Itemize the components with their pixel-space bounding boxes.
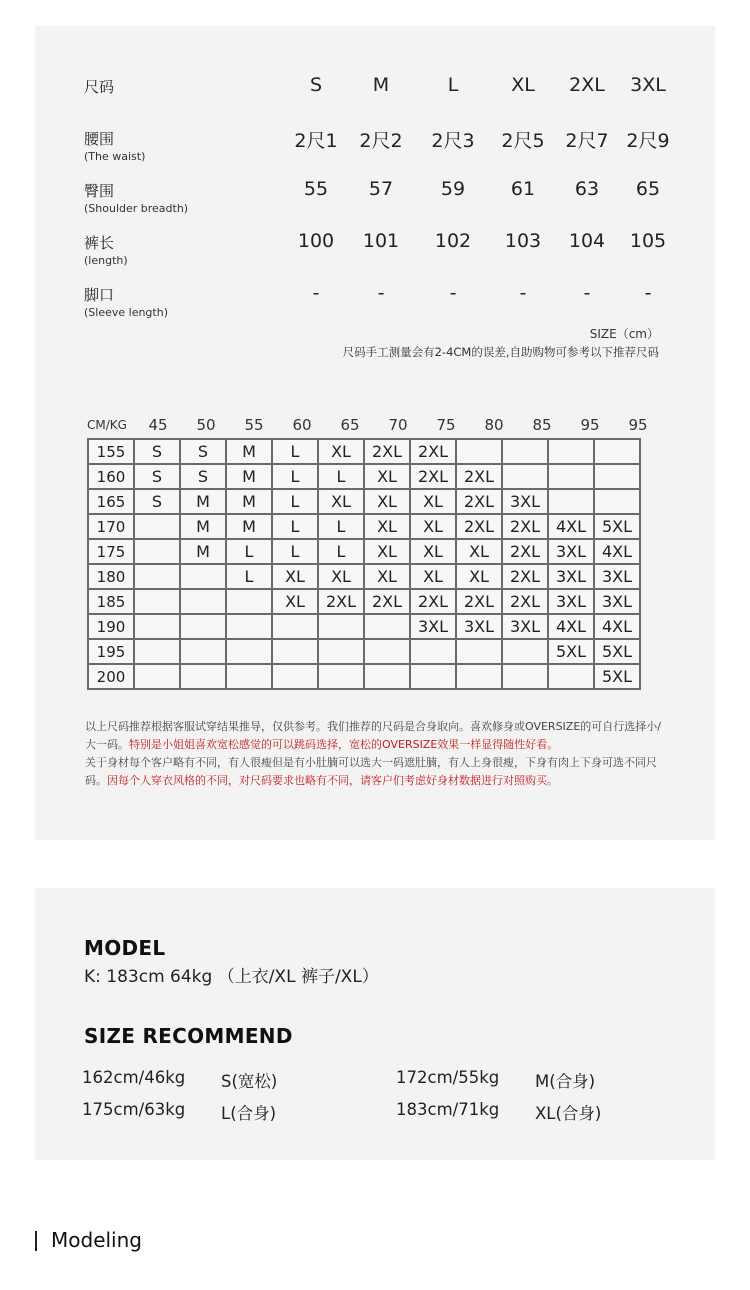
size-col-header: XL [511, 74, 535, 96]
recommend-spec: 175cm/63kg [82, 1100, 186, 1119]
grid-cell: 2XL [456, 589, 502, 614]
grid-row [88, 464, 640, 489]
grid-row [88, 489, 640, 514]
grid-cell: 5XL [594, 514, 640, 539]
spec-label: 裤长 [84, 234, 115, 252]
grid-cell [548, 464, 594, 489]
spec-value: 63 [574, 178, 600, 200]
spec-value: 61 [510, 178, 536, 200]
grid-cell: XL [318, 564, 364, 589]
grid-cell: S [134, 439, 180, 464]
grid-cell: M [180, 489, 226, 514]
grid-cell: L [226, 564, 272, 589]
size-unit-label: SIZE（cm） [589, 327, 659, 341]
grid-weight-label: 95 [580, 416, 600, 434]
grid-height-label: 190 [88, 614, 134, 639]
grid-cell: 3XL [548, 539, 594, 564]
grid-cell [364, 639, 410, 664]
grid-cell: L [272, 539, 318, 564]
size-notes [85, 718, 670, 790]
grid-cell: M [226, 464, 272, 489]
grid-cell: M [180, 514, 226, 539]
grid-cell: XL [318, 489, 364, 514]
grid-cell [548, 439, 594, 464]
spec-row-length [35, 232, 715, 272]
section-title: Modeling [51, 1228, 142, 1252]
grid-cell [502, 639, 548, 664]
grid-cell: L [318, 464, 364, 489]
spec-label: 脚口 [84, 286, 115, 304]
size-col-header: L [447, 74, 459, 96]
grid-cell: XL [318, 439, 364, 464]
grid-cell: 2XL [456, 464, 502, 489]
grid-cell [134, 639, 180, 664]
grid-cell: M [226, 439, 272, 464]
grid-cell: XL [456, 564, 502, 589]
grid-weight-label: 55 [244, 416, 264, 434]
grid-cell [180, 589, 226, 614]
grid-cell [180, 639, 226, 664]
grid-cell: XL [364, 489, 410, 514]
grid-cell: XL [272, 589, 318, 614]
size-col-header: 2XL [569, 74, 605, 96]
grid-cell: XL [272, 564, 318, 589]
grid-cell [364, 614, 410, 639]
grid-cell [272, 614, 318, 639]
spec-sublabel: (Shoulder breadth) [84, 202, 189, 215]
grid-cell: XL [456, 539, 502, 564]
grid-cell [410, 664, 456, 689]
grid-cell: 2XL [364, 439, 410, 464]
recommend-spec: 162cm/46kg [82, 1068, 186, 1087]
grid-cell: S [180, 464, 226, 489]
spec-value: - [583, 282, 591, 304]
grid-weight-label: 80 [484, 416, 504, 434]
grid-weight-label: 50 [196, 416, 216, 434]
grid-cell: XL [410, 514, 456, 539]
spec-value: 102 [434, 230, 472, 252]
grid-weight-label: 60 [292, 416, 312, 434]
note-highlight: 因每个人穿衣风格的不同，对尺码要求也略有不同，请客户们考虑好身材数据进行对照购买。 [107, 774, 558, 787]
spec-value: - [644, 282, 652, 304]
grid-height-label: 155 [88, 439, 134, 464]
grid-cell [502, 664, 548, 689]
grid-row [88, 664, 640, 689]
grid-cell: 3XL [594, 589, 640, 614]
spec-value: 100 [297, 230, 335, 252]
recommend-size: M(合身) [535, 1072, 596, 1091]
spec-value: 59 [440, 178, 466, 200]
spec-sublabel: (The waist) [84, 150, 146, 163]
recommend-size: S(宽松) [221, 1072, 278, 1091]
grid-row [88, 639, 640, 664]
recommend-size: XL(合身) [535, 1104, 602, 1123]
spec-value: 57 [368, 178, 394, 200]
grid-cell [548, 489, 594, 514]
grid-height-label: 170 [88, 514, 134, 539]
spec-value: 2尺2 [359, 130, 403, 152]
grid-row [88, 614, 640, 639]
model-title: MODEL [84, 936, 166, 960]
spec-value: - [377, 282, 385, 304]
spec-value: 2尺5 [501, 130, 545, 152]
grid-cell [594, 464, 640, 489]
grid-cell: L [318, 514, 364, 539]
spec-row-hem [35, 284, 715, 324]
note-highlight: 特别是小姐姐喜欢宽松感觉的可以跳码选择，宽松的OVERSIZE效果一样显得随性好看。 [129, 738, 559, 751]
grid-cell: 4XL [548, 514, 594, 539]
grid-cell [180, 564, 226, 589]
section-divider-bar [35, 1231, 37, 1251]
grid-weight-header [87, 414, 667, 436]
grid-cell: 2XL [502, 539, 548, 564]
grid-cell: 2XL [364, 589, 410, 614]
grid-cell [502, 439, 548, 464]
grid-cell: 4XL [548, 614, 594, 639]
size-chart-panel [35, 26, 715, 840]
spec-value: 2尺1 [294, 130, 338, 152]
spec-label: 臀围 [84, 182, 115, 200]
grid-cell: 2XL [502, 589, 548, 614]
grid-cell: 5XL [594, 639, 640, 664]
size-header-label: 尺码 [84, 78, 115, 96]
recommend-spec: 183cm/71kg [396, 1100, 500, 1119]
grid-row [88, 564, 640, 589]
grid-row [88, 439, 640, 464]
spec-value: 2尺9 [626, 130, 670, 152]
grid-cell: 2XL [318, 589, 364, 614]
grid-cell [226, 589, 272, 614]
grid-cell: 3XL [548, 589, 594, 614]
grid-cell: 3XL [502, 489, 548, 514]
grid-cell: 2XL [502, 564, 548, 589]
grid-weight-label: 70 [388, 416, 408, 434]
model-panel [35, 888, 715, 1160]
grid-cell: 2XL [410, 439, 456, 464]
grid-height-label: 200 [88, 664, 134, 689]
grid-cell: S [134, 489, 180, 514]
grid-cell [318, 614, 364, 639]
grid-weight-label: 85 [532, 416, 552, 434]
grid-cell [594, 439, 640, 464]
size-recommend-title: SIZE RECOMMEND [84, 1024, 293, 1048]
grid-cell: L [318, 539, 364, 564]
grid-cell: XL [364, 464, 410, 489]
grid-cell [180, 664, 226, 689]
grid-cell [226, 664, 272, 689]
grid-height-label: 160 [88, 464, 134, 489]
grid-cell [318, 639, 364, 664]
grid-cell: 3XL [456, 614, 502, 639]
grid-cell [456, 439, 502, 464]
grid-cell: XL [410, 564, 456, 589]
spec-header-row [35, 76, 715, 116]
grid-cell: 2XL [502, 514, 548, 539]
model-info: K: 183cm 64kg （上衣/XL 裤子/XL） [84, 967, 379, 987]
size-col-header: 3XL [630, 74, 666, 96]
spec-value: 2尺3 [431, 130, 475, 152]
recommend-size: L(合身) [221, 1104, 277, 1123]
grid-cell: 5XL [548, 639, 594, 664]
spec-value: - [519, 282, 527, 304]
grid-weight-label: 75 [436, 416, 456, 434]
grid-cell [318, 664, 364, 689]
grid-cell: XL [364, 514, 410, 539]
spec-value: 101 [362, 230, 400, 252]
grid-weight-label: 95 [628, 416, 648, 434]
grid-cell [226, 639, 272, 664]
grid-height-label: 195 [88, 639, 134, 664]
grid-cell: S [180, 439, 226, 464]
grid-cell: 5XL [594, 664, 640, 689]
spec-row-waist [35, 128, 715, 168]
grid-cell: 2XL [410, 589, 456, 614]
grid-height-label: 185 [88, 589, 134, 614]
grid-cell [456, 639, 502, 664]
grid-cell: M [226, 514, 272, 539]
grid-cell: S [134, 464, 180, 489]
spec-value: 55 [303, 178, 329, 200]
grid-weight-label: 65 [340, 416, 360, 434]
grid-cell: 3XL [548, 564, 594, 589]
note-text: 以上尺码推荐根据客服试穿结果推导，仅供参考。我们推荐的尺码是合身取向。喜欢修身或OVERSIZE的可自行选择小/大一码。 [85, 720, 661, 751]
size-recommend-grid [87, 438, 641, 690]
grid-cell [456, 664, 502, 689]
spec-row-hip [35, 180, 715, 220]
spec-value: 2尺7 [565, 130, 609, 152]
measurement-note: 尺码手工测量会有2-4CM的误差,自助购物可参考以下推荐尺码 [342, 345, 659, 359]
grid-cell [180, 614, 226, 639]
grid-cell: L [272, 439, 318, 464]
grid-height-label: 165 [88, 489, 134, 514]
spec-sublabel: (Sleeve length) [84, 306, 168, 319]
grid-row [88, 539, 640, 564]
grid-cell: M [180, 539, 226, 564]
grid-cell [226, 614, 272, 639]
grid-cell: XL [410, 489, 456, 514]
spec-label: 腰围 [84, 130, 115, 148]
spec-sublabel: (length) [84, 254, 128, 267]
spec-value: 65 [635, 178, 661, 200]
grid-cell [134, 564, 180, 589]
size-col-header: S [309, 74, 323, 96]
grid-cell: M [226, 489, 272, 514]
grid-cell [364, 664, 410, 689]
size-col-header: M [372, 74, 390, 96]
grid-cell [134, 539, 180, 564]
grid-corner-label: CM/KG [87, 418, 127, 432]
grid-cell: L [272, 514, 318, 539]
grid-cell [272, 639, 318, 664]
spec-value: 103 [504, 230, 542, 252]
grid-cell [134, 589, 180, 614]
note-text: 关于身材每个客户略有不同，有人很瘦但是有小肚腩可以选大一码遮肚腩，有人上身很瘦，下身有肉上下身可选不同尺码。 [85, 756, 657, 787]
grid-cell: XL [364, 539, 410, 564]
grid-cell: 4XL [594, 539, 640, 564]
grid-cell: 4XL [594, 614, 640, 639]
grid-cell: 3XL [594, 564, 640, 589]
grid-cell [594, 489, 640, 514]
grid-cell: L [272, 464, 318, 489]
grid-height-label: 175 [88, 539, 134, 564]
grid-cell: 3XL [410, 614, 456, 639]
spec-value: - [449, 282, 457, 304]
grid-height-label: 180 [88, 564, 134, 589]
spec-value: 105 [629, 230, 667, 252]
recommend-spec: 172cm/55kg [396, 1068, 500, 1087]
grid-cell: L [226, 539, 272, 564]
grid-cell [134, 664, 180, 689]
grid-cell: L [272, 489, 318, 514]
grid-cell [548, 664, 594, 689]
grid-weight-label: 45 [148, 416, 168, 434]
grid-cell [272, 664, 318, 689]
spec-value: 104 [568, 230, 606, 252]
grid-cell [410, 639, 456, 664]
grid-cell: XL [364, 564, 410, 589]
grid-cell [134, 614, 180, 639]
grid-row [88, 514, 640, 539]
grid-row [88, 589, 640, 614]
grid-cell [502, 464, 548, 489]
grid-cell: XL [410, 539, 456, 564]
grid-cell: 3XL [502, 614, 548, 639]
grid-cell: 2XL [456, 489, 502, 514]
grid-cell: 2XL [410, 464, 456, 489]
grid-cell: 2XL [456, 514, 502, 539]
spec-value: - [312, 282, 320, 304]
grid-cell [134, 514, 180, 539]
